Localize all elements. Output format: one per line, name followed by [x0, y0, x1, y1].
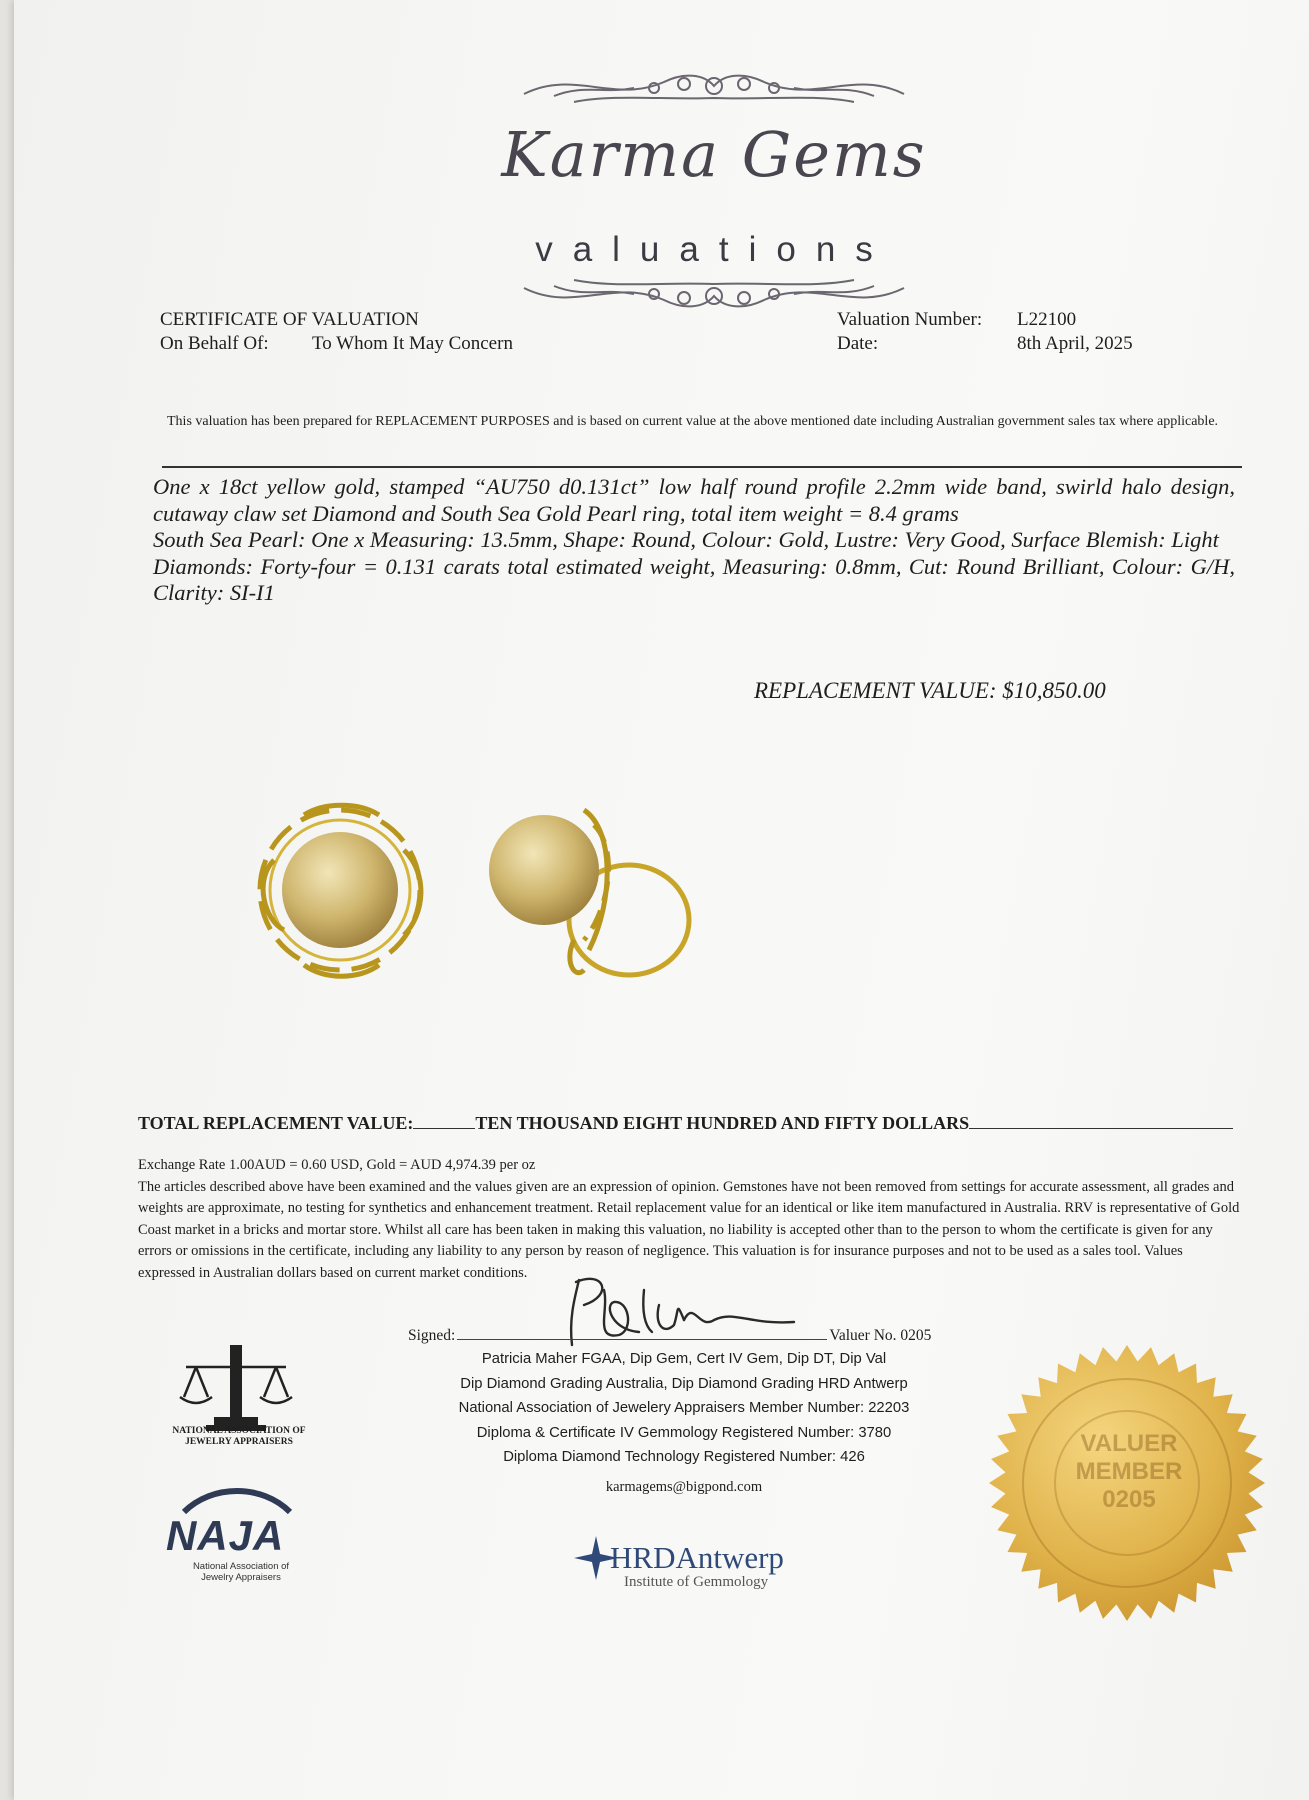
replacement-value: REPLACEMENT VALUE: $10,850.00 — [754, 678, 1106, 703]
naja-wordmark: NAJA — [166, 1512, 285, 1559]
ring-side-view — [489, 810, 689, 975]
total-replacement-words: TEN THOUSAND EIGHT HUNDRED AND FIFTY DOLLARS — [475, 1113, 970, 1133]
diamonds-description: Diamonds: Forty-four = 0.131 carats total estimated weight, Measuring: 0.8mm, Cut: Round Brilliant, Colour: G/H, Clarity: SI-I1 — [153, 553, 1235, 605]
item-description-text: One x 18ct yellow gold, stamped “AU750 d0.131ct” low half round profile 2.2mm wide band, swirld halo design, cutaway claw set Diamond and South Sea Gold Pearl ring, total item weight = 8.4 grams — [153, 474, 1235, 526]
flourish-top-ornament — [514, 64, 914, 108]
certificate-title: CERTIFICATE OF VALUATION — [160, 309, 419, 330]
seal-line: VALUER — [1080, 1430, 1178, 1457]
date-value: 8th April, 2025 — [1017, 333, 1133, 354]
credential-line: Dip Diamond Grading Australia, Dip Diamond Grading HRD Antwerp — [460, 1375, 908, 1392]
valuation-number-value: L22100 — [1017, 309, 1077, 330]
naja-scale-caption: NATIONAL ASSOCIATION OF JEWELRY APPRAISERS — [172, 1426, 306, 1447]
total-replacement-line — [138, 1112, 1244, 1134]
valuer-number: Valuer No. 0205 — [829, 1327, 932, 1344]
seal-line: MEMBER — [1075, 1458, 1183, 1485]
seal-line: 0205 — [1102, 1486, 1156, 1513]
ring-front-view — [260, 805, 421, 976]
credential-line: Diploma & Certificate IV Gemmology Registered Number: 3780 — [476, 1424, 892, 1441]
credential-line: National Association of Jewelery Appraisers Member Number: 22203 — [458, 1400, 910, 1416]
certificate-page — [14, 0, 1309, 1800]
on-behalf-label: On Behalf Of: — [160, 333, 269, 354]
logo-subtitle: valuations — [535, 230, 893, 269]
signed-row — [408, 1325, 968, 1345]
credential-line: Patricia Maher FGAA, Dip Gem, Cert IV Gem, Dip DT, Dip Val — [481, 1351, 887, 1367]
date-label: Date: — [837, 333, 879, 354]
logo-script-text: Karma Gems — [501, 118, 927, 191]
seal-inscription — [1044, 1430, 1214, 1514]
contact-email: karmagems@bigpond.com — [605, 1479, 763, 1495]
total-underline-gap — [413, 1112, 475, 1129]
hrd-antwerp-title: HRDAntwerp — [610, 1540, 784, 1575]
terms-block — [138, 1155, 1242, 1284]
item-description — [153, 474, 1235, 607]
ring-photo — [244, 790, 764, 1020]
pearl-description: South Sea Pearl: One x Measuring: 13.5mm, Shape: Round, Colour: Gold, Lustre: Very Good, Surface Blemish: Light — [153, 527, 1219, 552]
header-divider — [162, 466, 1242, 468]
exchange-rate: Exchange Rate 1.00AUD = 0.60 USD, Gold = AUD 4,974.39 per oz — [138, 1157, 536, 1173]
valuation-number-label: Valuation Number: — [837, 309, 983, 330]
signed-label: Signed: — [408, 1327, 456, 1344]
credential-line: Diploma Diamond Technology Registered Number: 426 — [503, 1449, 865, 1465]
naja-caption: National Association of Jewelry Appraisers — [192, 1561, 290, 1583]
total-replacement-label: TOTAL REPLACEMENT VALUE: — [138, 1113, 414, 1133]
disclaimer-text: The articles described above have been examined and the values given are an expression of opinion. Gemstones have not been removed from settings for accurate assessment, all grades and weights are approximate, no testing for synthetics and enhancement treatment. Retail replacement value for an identical or like item manufactured in Australia. RRV is representative of Gold Coast market in a bricks and mortar store. Whilst all care has been taken in making this valuation, no liability is accepted other than to the person to whom the certificate is given for any errors or omissions in the certificate, including any liability to any person by reason of negligence. This valuation is for insurance purposes and not to be used as a sales tool. Values expressed in Australian dollars based on current market conditions. — [138, 1178, 1240, 1281]
hrd-antwerp-subtitle: Institute of Gemmology — [624, 1574, 769, 1590]
valuer-credentials — [394, 1347, 974, 1470]
on-behalf-value: To Whom It May Concern — [312, 333, 513, 354]
karma-gems-logo — [404, 60, 1024, 269]
signature-line — [457, 1325, 827, 1340]
total-underline-tail — [969, 1112, 1233, 1129]
purpose-statement: This valuation has been prepared for REPLACEMENT PURPOSES and is based on current value at the above mentioned date including Australian government sales tax where applicable. — [167, 414, 1219, 429]
